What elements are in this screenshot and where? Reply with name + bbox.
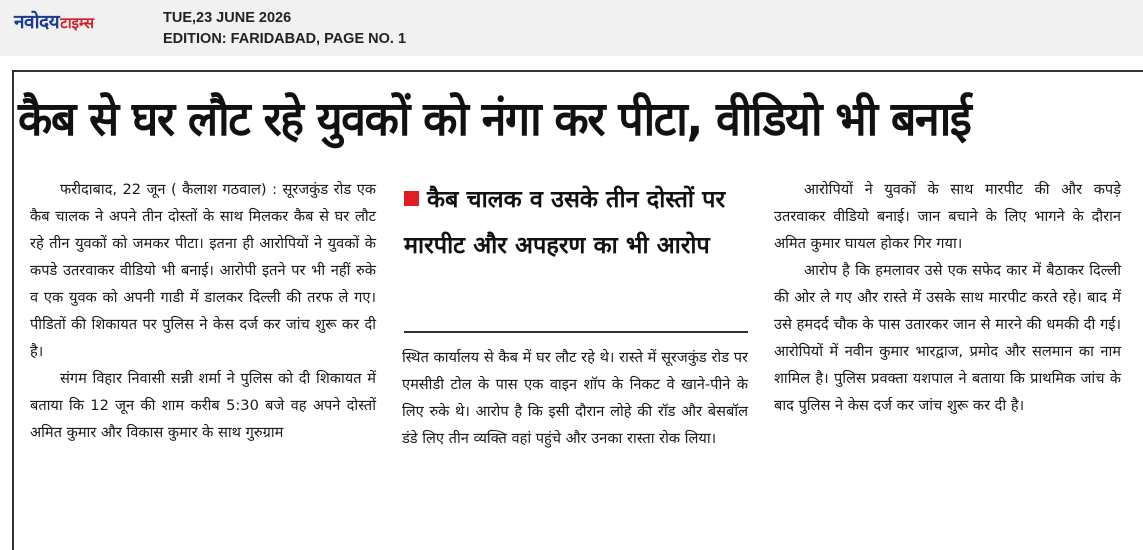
subheading-text: कैब चालक व उसके तीन दोस्तों पर मारपीट और अपहरण का भी आरोप: [404, 185, 726, 259]
article-column-1: [30, 176, 376, 446]
masthead-bar: [0, 0, 1143, 56]
paragraph: स्थित कार्यालय से कैब में घर लौट रहे थे। रास्ते में सूरजकुंड रोड पर एमसीडी टोल के पास एक वाइन शॉप के निकट वे खाने-पीने के लिए रुके थे। आरोप है कि इसी दौरान लोहे की रॉड और बेसबॉल डंडे लिए तीन व्यक्ति वहां पहुंचे और उनका रास्ता रोक लिया।: [402, 349, 748, 447]
edition-info: [163, 8, 406, 50]
article-column-3: [774, 176, 1121, 419]
logo-main-text: नवोदय: [14, 11, 60, 33]
red-square-marker: [404, 191, 419, 206]
article-column-2: [402, 344, 748, 452]
paragraph: आरोपियों ने युवकों के साथ मारपीट की और कपड़े उतरवाकर वीडियो बनाई। जान बचाने के लिए भागने के दौरान अमित कुमार घायल होकर गिर गया।: [774, 181, 1121, 252]
article-subheading: [404, 176, 744, 268]
newspaper-logo: [14, 8, 94, 32]
issue-date: TUE,23 JUNE 2026: [163, 10, 292, 26]
subheading-divider: [404, 331, 748, 333]
paragraph: संगम विहार निवासी सन्नी शर्मा ने पुलिस को दी शिकायत में बताया कि 12 जून की शाम करीब 5:30 बजे वह अपने दोस्तों अमित कुमार और विकास कुमार के साथ गुरुग्राम: [30, 370, 376, 441]
logo-sub-text: टाइम्स: [60, 14, 94, 32]
paragraph: आरोप है कि हमलावर उसे एक सफेद कार में बैठाकर दिल्ली की ओर ले गए और रास्ते में उसके साथ मारपीट करते रहे। बाद में उसे हमदर्द चौक के पास उतारकर जान से मारने की धमकी दी गई। आरोपियों में नवीन कुमार भारद्वाज, प्रमोद और सलमान का नाम शामिल है। पुलिस प्रवक्ता यशपाल ने बताया कि प्राथमिक जांच के बाद पुलिस ने केस दर्ज कर जांच शुरू कर दी है।: [774, 262, 1121, 414]
paragraph: फरीदाबाद, 22 जून ( कैलाश गठवाल) : सूरजकुंड रोड एक कैब चालक ने अपने तीन दोस्तों के साथ मिलकर कैब से घर लौट रहे तीन युवकों को जमकर पीटा। इतना ही आरोपियों ने युवकों के कपडे उतरवाकर वीडियो भी बनाई। आरोपी इतने पर भी नहीं रुके व एक युवक को अपनी गाडी में डालकर दिल्ली की तरफ ले गए। पीडितों की शिकायत पर पुलिस ने केस दर्ज कर जांच शुरू कर दी है।: [30, 181, 376, 360]
article-headline: कैब से घर लौट रहे युवकों को नंगा कर पीटा, वीडियो भी बनाई: [18, 92, 971, 147]
edition-page: EDITION: FARIDABAD, PAGE NO. 1: [163, 31, 407, 47]
